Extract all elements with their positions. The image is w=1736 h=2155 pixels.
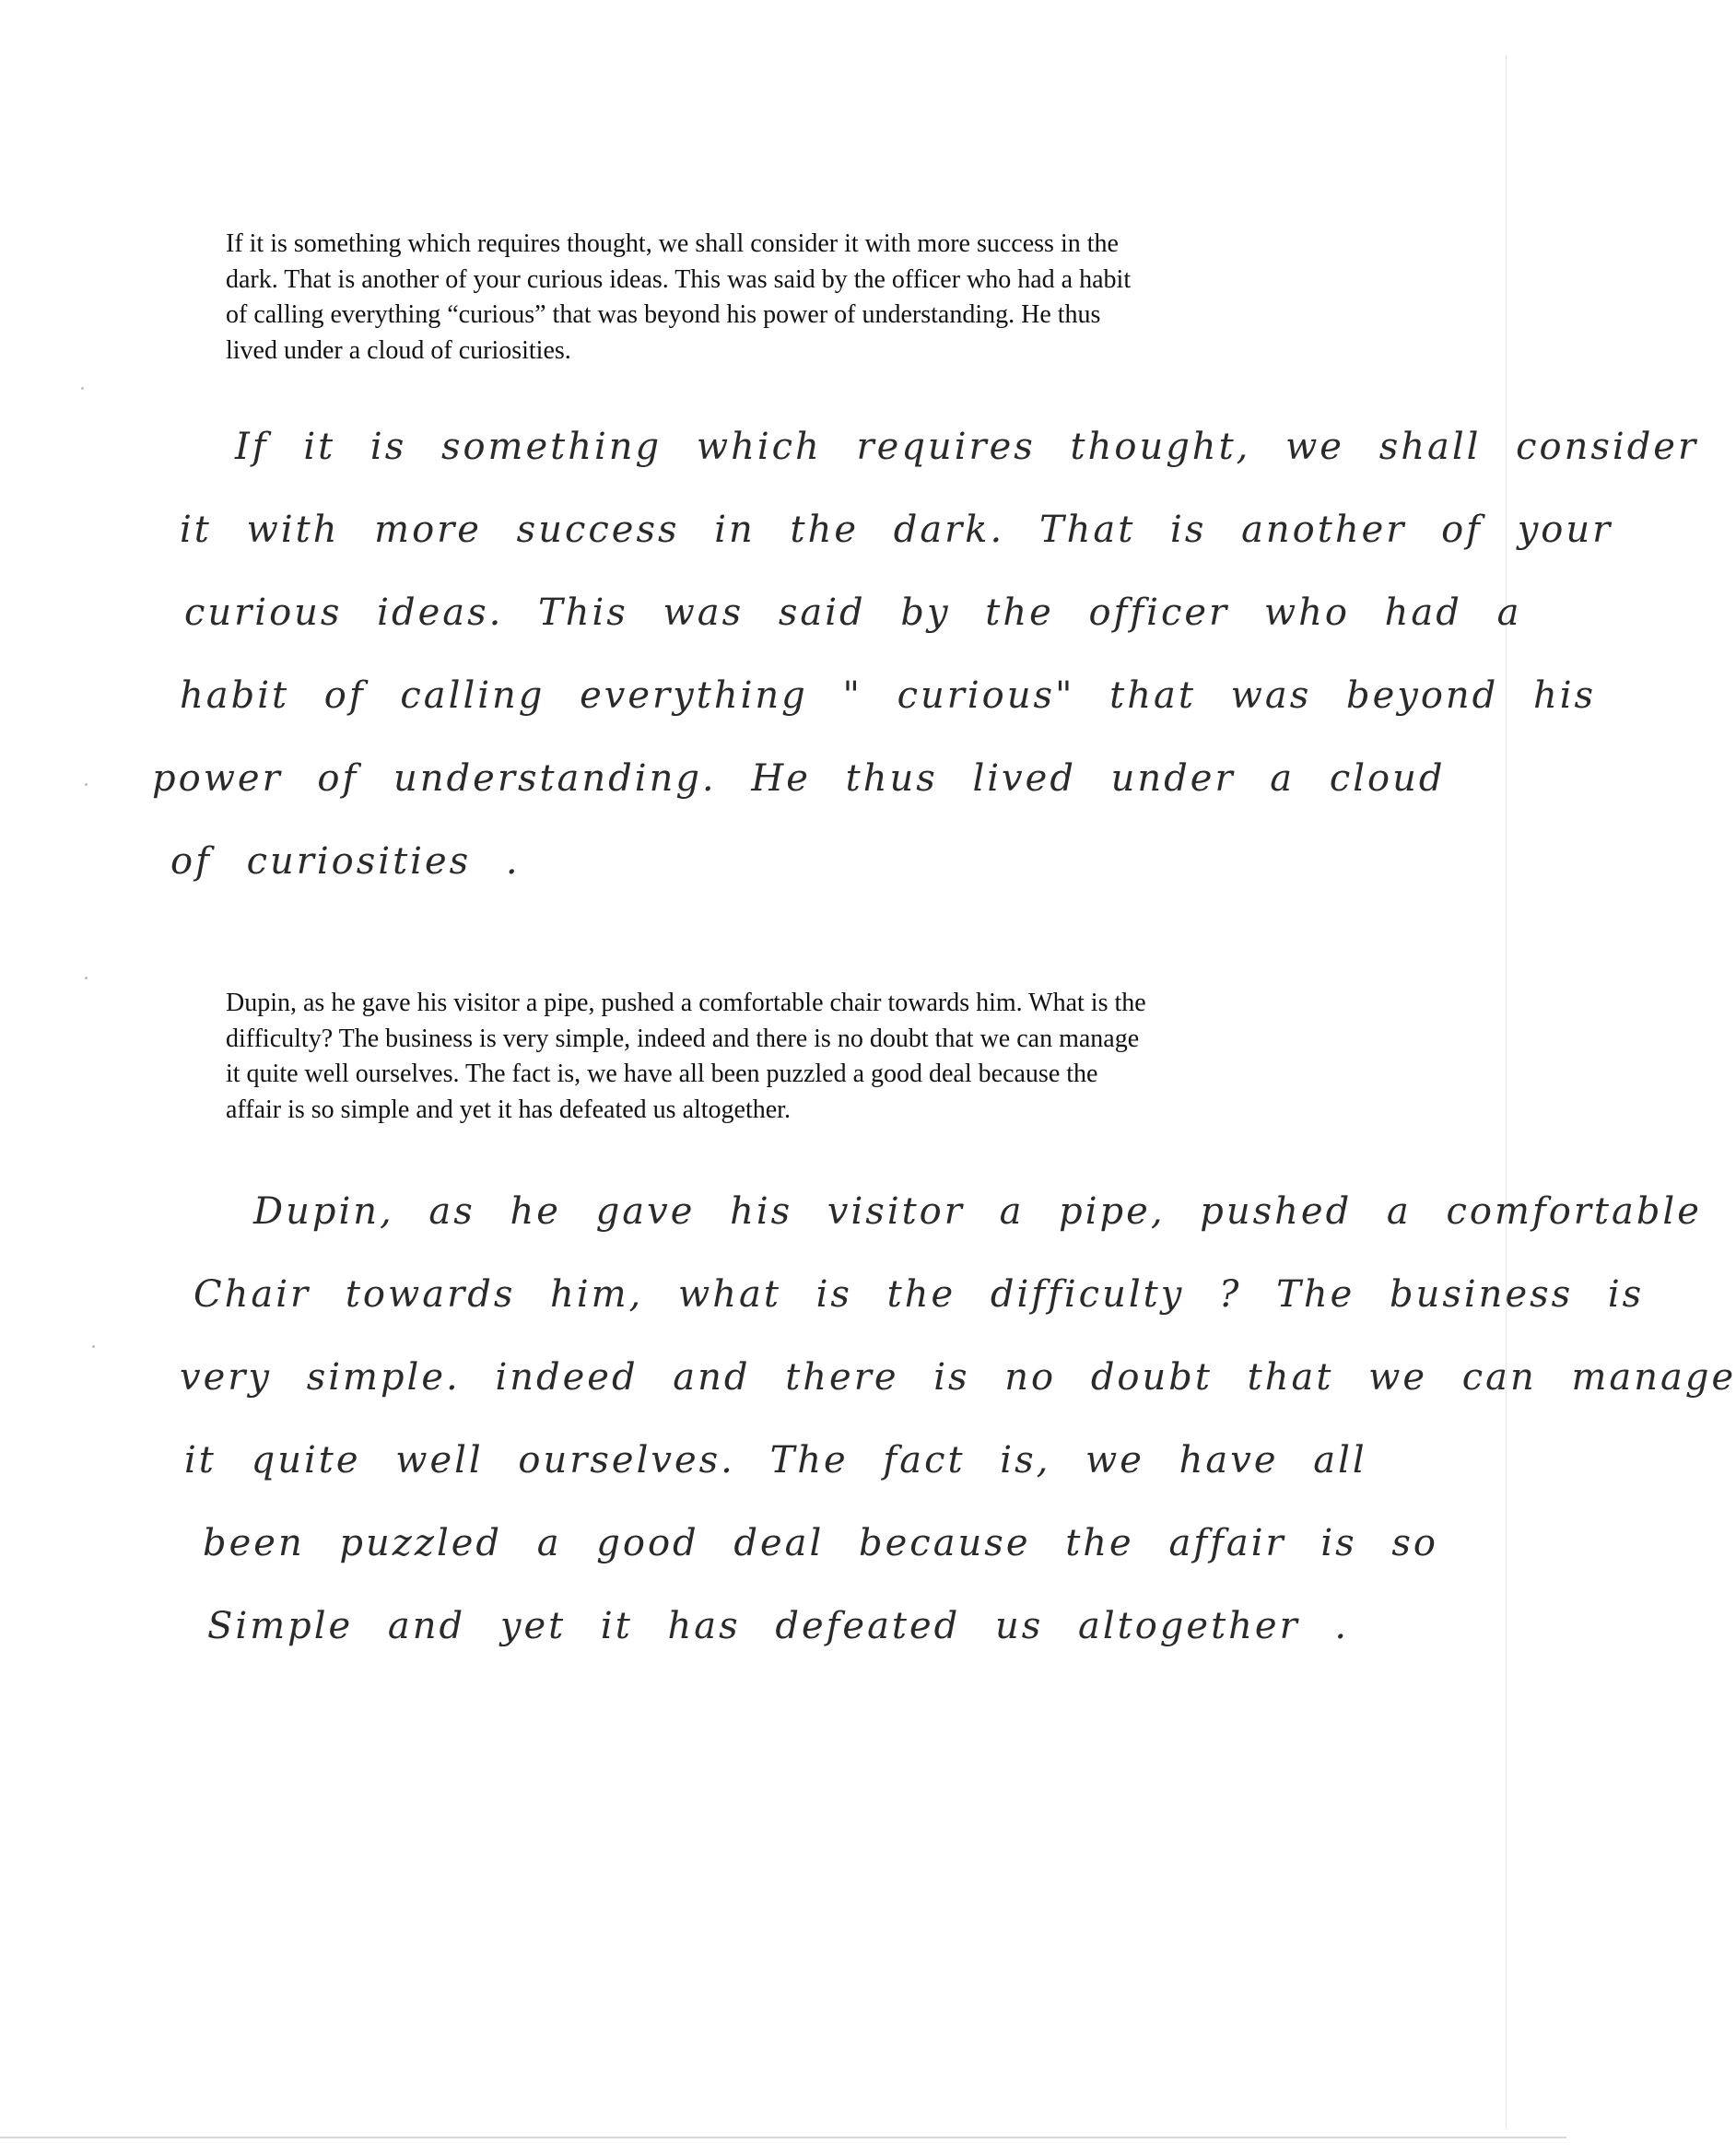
printed-line: dark. That is another of your curious ideas. This was said by the officer who had a habit (226, 264, 1132, 294)
printed-line: affair is so simple and yet it has defeated us altogether. (226, 1095, 791, 1124)
printed-line: of calling everything “curious” that was beyond his power of understanding. He thus (226, 300, 1101, 329)
printed-line: Dupin, as he gave his visitor a pipe, pushed a comfortable chair towards him. What is the (226, 989, 1146, 1017)
handwritten-line: it quite well ourselves. The fact is, we have all (184, 1439, 1367, 1482)
printed-line: it quite well ourselves. The fact is, we have all been puzzled a good deal because the (226, 1060, 1098, 1088)
handwritten-line: very simple. indeed and there is no doubt that we can manage (180, 1356, 1736, 1399)
printed-passage-1 (226, 227, 1331, 369)
handwritten-line: of curiosities . (170, 840, 521, 883)
printed-line: lived under a cloud of curiosities. (226, 335, 571, 365)
scan-speck (85, 783, 88, 786)
printed-line: difficulty? The business is very simple, indeed and there is no doubt that we can manage (226, 1024, 1140, 1053)
scan-speck (85, 977, 88, 979)
handwritten-passage-1 (147, 405, 1699, 903)
printed-line: If it is something which requires thought, we shall consider it with more success in the (226, 229, 1119, 258)
page-edge-right (1506, 55, 1507, 2128)
printed-passage-2 (226, 986, 1331, 1128)
handwritten-line: Simple and yet it has defeated us altogether . (207, 1605, 1350, 1647)
handwritten-line: habit of calling everything " curious" that was beyond his (180, 674, 1597, 717)
scan-speck (81, 387, 84, 390)
handwritten-line: curious ideas. This was said by the officer who had a (184, 591, 1522, 634)
handwritten-line: If it is something which requires thought, we shall consider (235, 426, 1699, 468)
handwritten-line: Chair towards him, what is the difficulty ? The business is (194, 1273, 1645, 1316)
handwritten-line: Dupin, as he gave his visitor a pipe, pushed a comfortable (253, 1190, 1702, 1233)
handwritten-passage-2 (170, 1170, 1736, 1668)
page-edge-bottom (0, 2137, 1566, 2138)
handwritten-line: been puzzled a good deal because the affair is so (203, 1522, 1439, 1564)
scan-speck (92, 1345, 95, 1348)
handwritten-line: it with more success in the dark. That is another of your (180, 509, 1613, 551)
handwritten-line: power of understanding. He thus lived under a cloud (152, 757, 1446, 800)
